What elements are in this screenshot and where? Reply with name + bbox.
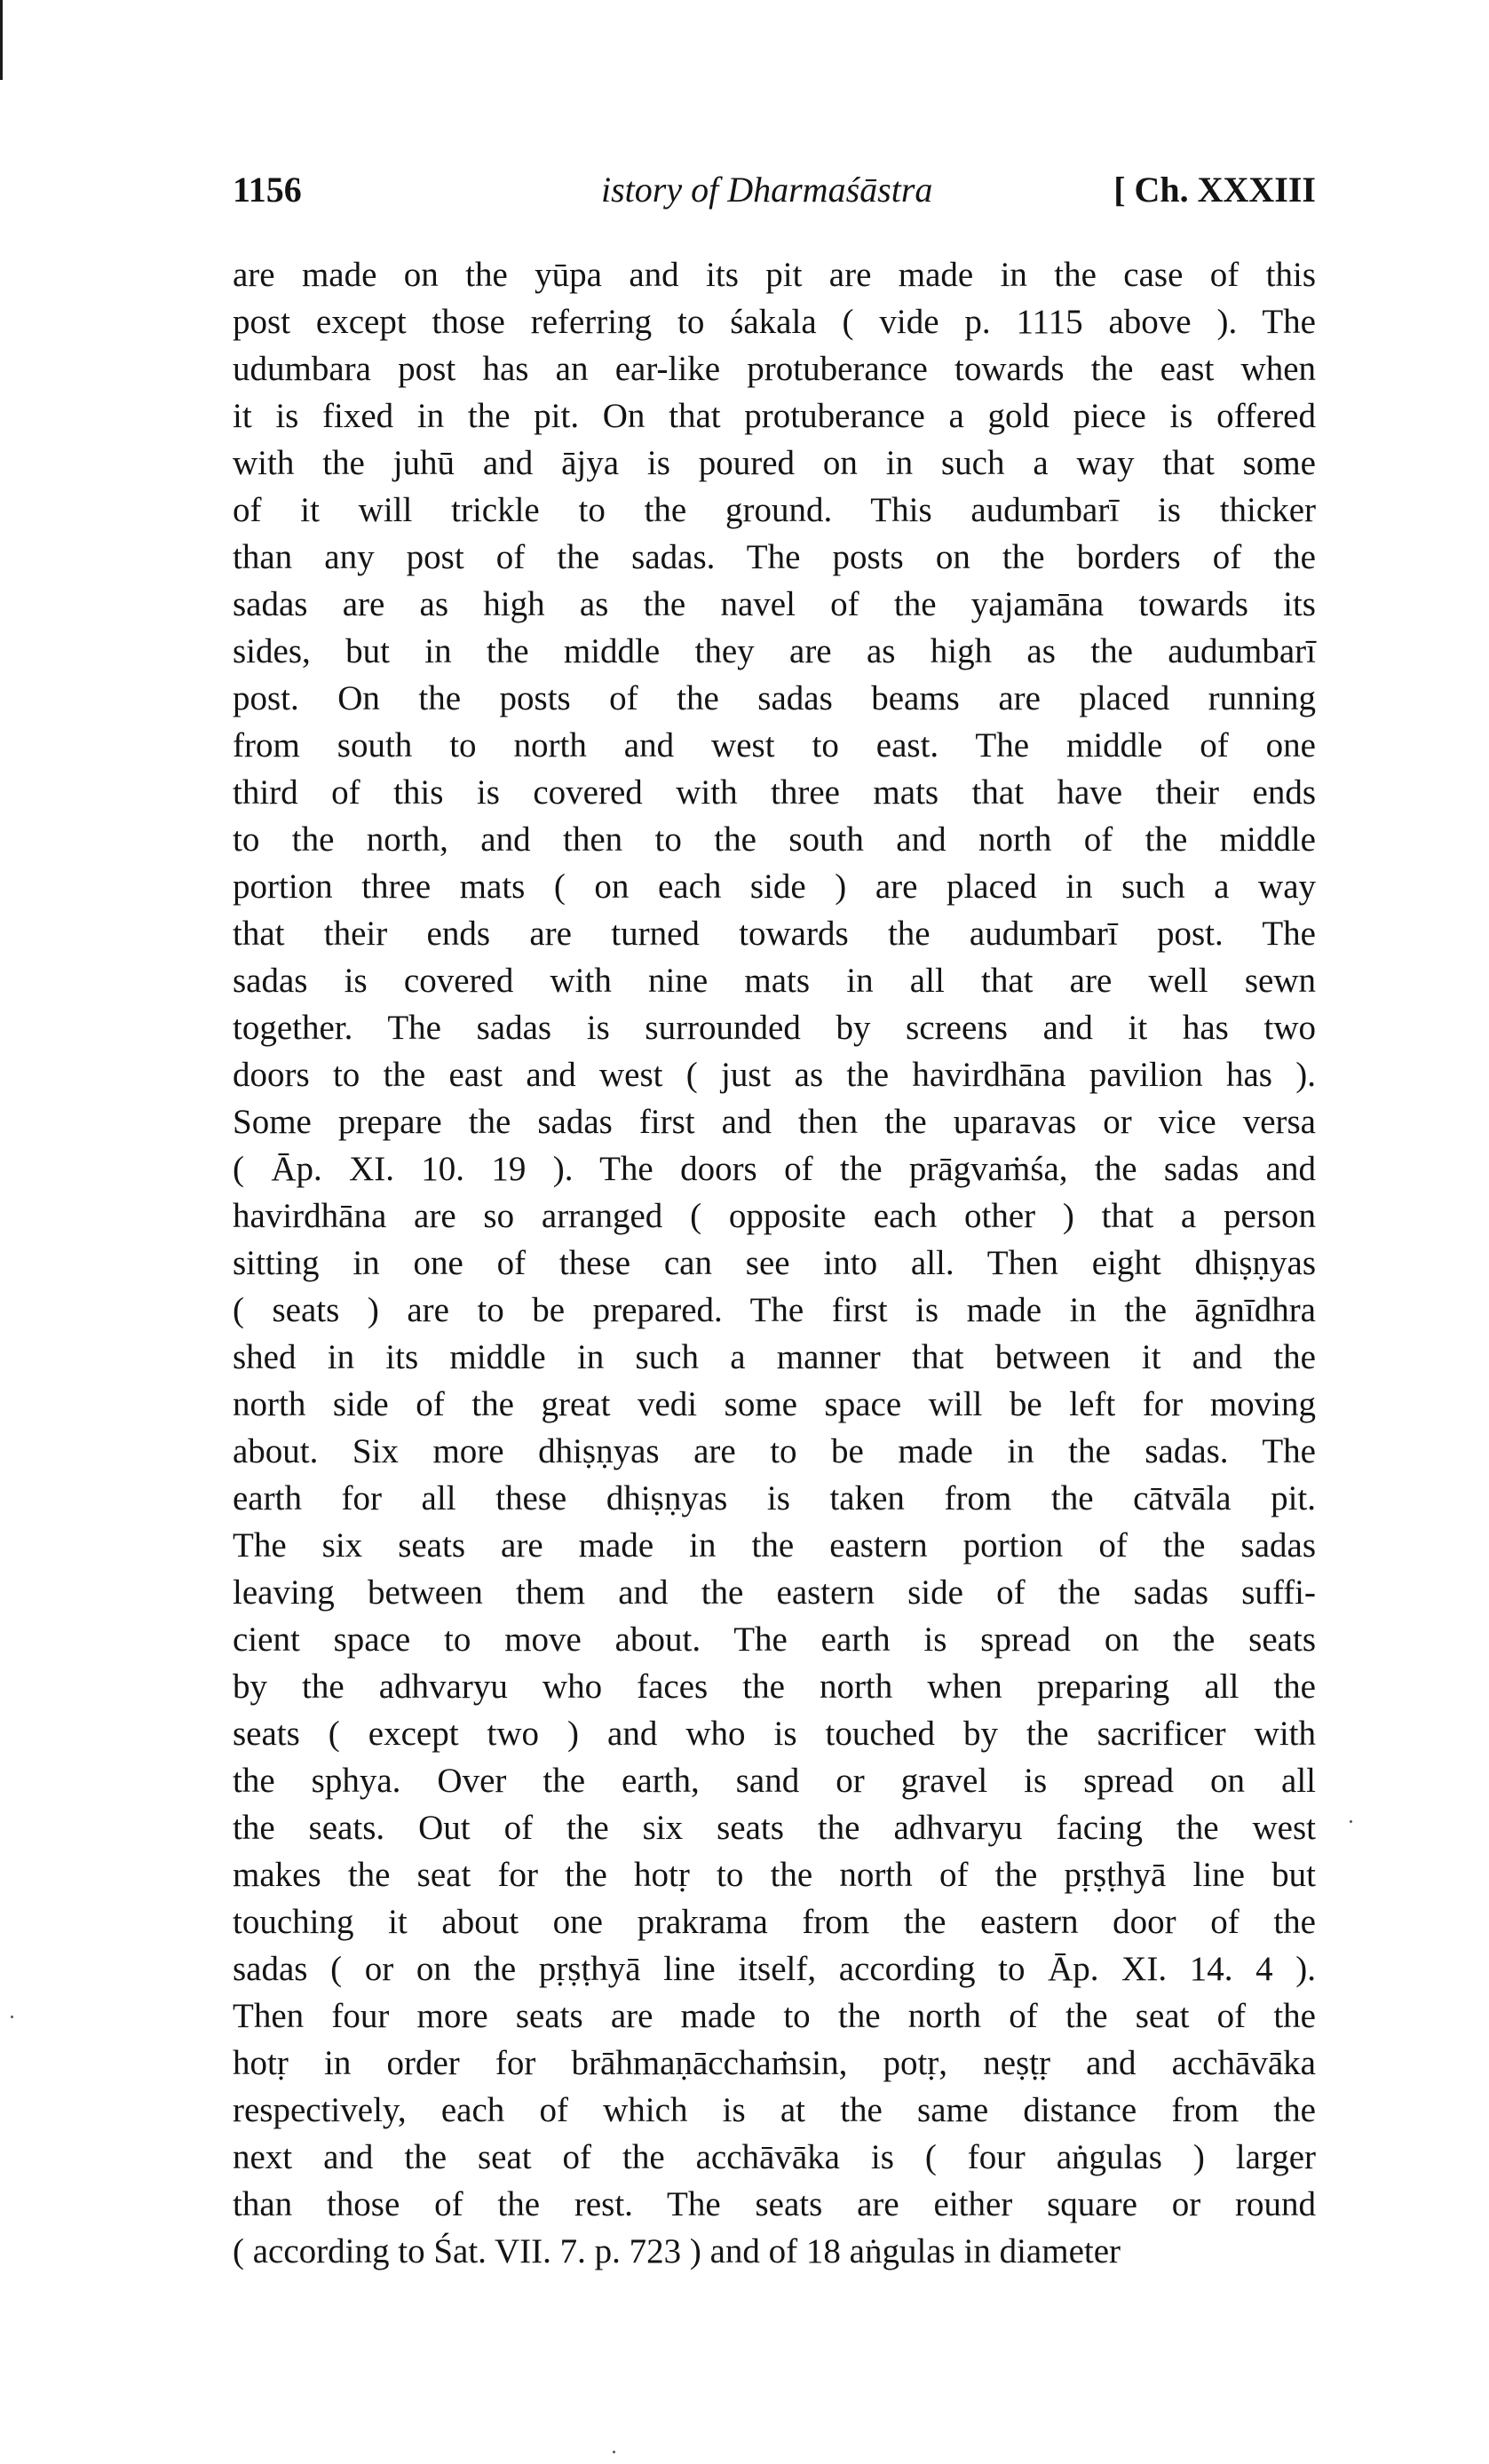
- text-line: cient space to move about. The earth is spread on the seats: [233, 1620, 1316, 1659]
- text-line: ( Āp. XI. 10. 19 ). The doors of the prāgvaṁśa, the sadas and: [233, 1150, 1316, 1188]
- text-line: ( seats ) are to be prepared. The first is made in the āgnīdhra: [233, 1291, 1316, 1329]
- text-line: hotṛ in order for brāhmaṇācchaṁsin, potṛ, neṣṭṛ and acchāvāka: [233, 2044, 1316, 2082]
- text-line: sides, but in the middle they are as high as the audumbarī: [233, 632, 1316, 670]
- text-line: the sphya. Over the earth, sand or gravel is spread on all: [233, 1762, 1316, 1800]
- body-text: [233, 251, 1316, 2275]
- text-line: to the north, and then to the south and north of the middle: [233, 820, 1316, 859]
- text-line: with the juhū and ājya is poured on in such a way that some: [233, 444, 1316, 482]
- text-line: about. Six more dhiṣṇyas are to be made in the sadas. The: [233, 1432, 1316, 1470]
- scan-speck: [1350, 1820, 1352, 1823]
- text-line: post. On the posts of the sadas beams are placed running: [233, 679, 1316, 717]
- text-line: seats ( except two ) and who is touched by the sacrificer with: [233, 1715, 1316, 1753]
- text-line: together. The sadas is surrounded by screens and it has two: [233, 1009, 1316, 1047]
- chapter-label: [ Ch. XXXIII: [1113, 170, 1316, 210]
- text-line: sadas is covered with nine mats in all that are well sewn: [233, 962, 1316, 1000]
- text-line: Then four more seats are made to the north of the seat of the: [233, 1997, 1316, 2035]
- text-line: the seats. Out of the six seats the adhvaryu facing the west: [233, 1809, 1316, 1847]
- text-line: that their ends are turned towards the audumbarī post. The: [233, 915, 1316, 953]
- text-line: post except those referring to śakala ( vide p. 1115 above ). The: [233, 303, 1316, 341]
- text-line: doors to the east and west ( just as the havirdhāna pavilion has ).: [233, 1056, 1316, 1094]
- text-line: udumbara post has an ear-like protuberance towards the east when: [233, 350, 1316, 388]
- text-line: from south to north and west to east. The middle of one: [233, 726, 1316, 765]
- running-title: istory of Dharmaśāstra: [601, 170, 933, 210]
- text-line: leaving between them and the eastern side of the sadas suffi-: [233, 1573, 1316, 1612]
- text-line: Some prepare the sadas first and then the uparavas or vice versa: [233, 1103, 1316, 1141]
- text-line: The six seats are made in the eastern portion of the sadas: [233, 1526, 1316, 1565]
- page-header: [233, 169, 1316, 222]
- scan-speck: [11, 2016, 13, 2018]
- left-margin-rule: [0, 0, 3, 80]
- text-line: it is fixed in the pit. On that protuberance a gold piece is offered: [233, 397, 1316, 435]
- text-line: of it will trickle to the ground. This audumbarī is thicker: [233, 491, 1316, 529]
- text-line: north side of the great vedi some space will be left for moving: [233, 1385, 1316, 1423]
- text-line: portion three mats ( on each side ) are placed in such a way: [233, 868, 1316, 906]
- text-line: sadas are as high as the navel of the yajamāna towards its: [233, 585, 1316, 623]
- text-line: respectively, each of which is at the same distance from the: [233, 2091, 1316, 2129]
- text-line: next and the seat of the acchāvāka is ( four aṅgulas ) larger: [233, 2138, 1316, 2176]
- text-line: are made on the yūpa and its pit are made in the case of this: [233, 256, 1316, 294]
- text-line: earth for all these dhiṣṇyas is taken from the cātvāla pit.: [233, 1479, 1316, 1517]
- scan-speck: [613, 2451, 615, 2453]
- text-line: touching it about one prakrama from the eastern door of the: [233, 1903, 1316, 1941]
- text-line: third of this is covered with three mats that have their ends: [233, 773, 1316, 812]
- text-line: makes the seat for the hotṛ to the north of the pṛṣṭhyā line but: [233, 1856, 1316, 1894]
- text-line: ( according to Śat. VII. 7. p. 723 ) and of 18 aṅgulas in diameter: [233, 2232, 1121, 2270]
- text-line: havirdhāna are so arranged ( opposite each other ) that a person: [233, 1197, 1316, 1235]
- text-line: shed in its middle in such a manner that between it and the: [233, 1338, 1316, 1376]
- text-line: sitting in one of these can see into all. Then eight dhiṣṇyas: [233, 1244, 1316, 1282]
- text-line: by the adhvaryu who faces the north when preparing all the: [233, 1668, 1316, 1706]
- page-number: 1156: [233, 170, 302, 210]
- text-line: than any post of the sadas. The posts on the borders of the: [233, 538, 1316, 576]
- text-line: sadas ( or on the pṛṣṭhyā line itself, according to Āp. XI. 14. 4 ).: [233, 1950, 1316, 1988]
- text-line: than those of the rest. The seats are either square or round: [233, 2185, 1316, 2223]
